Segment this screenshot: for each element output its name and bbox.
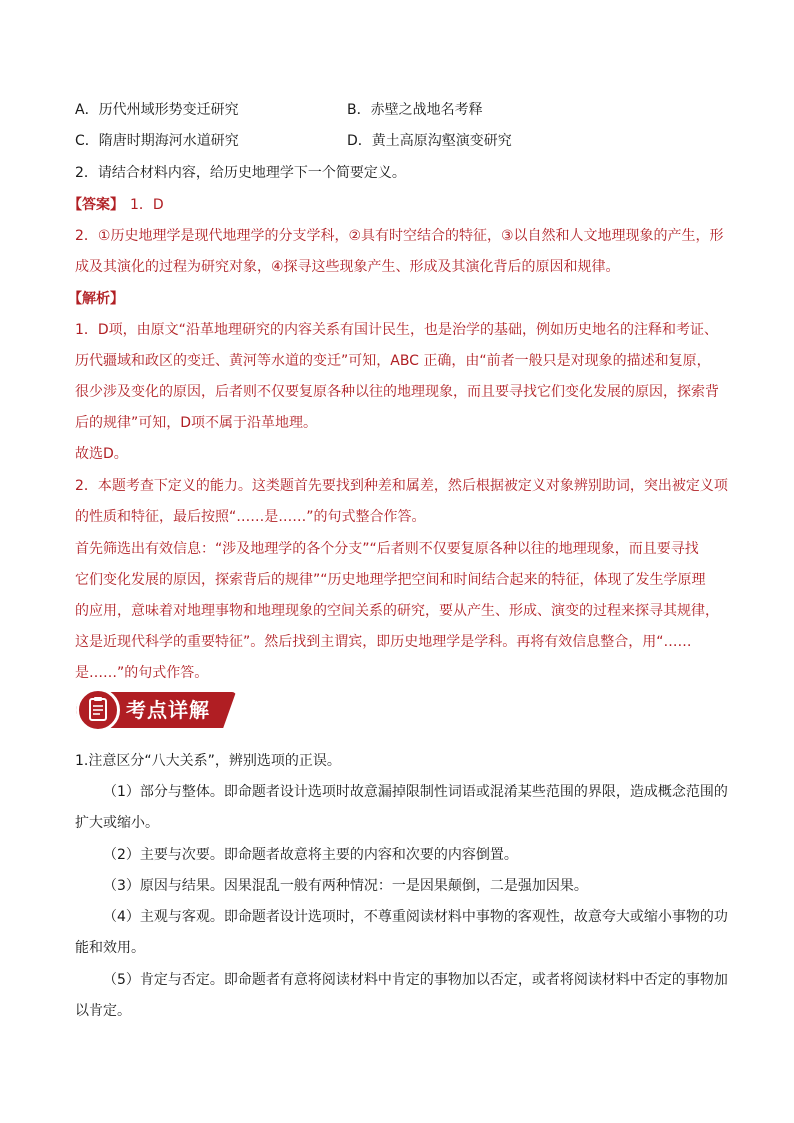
option-d: D．黄土高原沟壑演变研究 <box>347 133 512 149</box>
section-banner <box>76 688 236 732</box>
analysis-p1-end: 故选D。 <box>75 446 128 462</box>
details-line: （3）原因与结果。因果混乱一般有两种情况：一是因果颠倒，二是强加因果。 <box>103 878 588 894</box>
analysis-p3-line: 它们变化发展的原因，探索背后的规律”“历史地理学把空间和时间结合起来的特征，体现了发生学原理 <box>75 572 706 588</box>
details-line: （4）主观与客观。即命题者设计选项时，不尊重阅读材料中事物的客观性，故意夸大或缩小事物的功 <box>103 909 728 925</box>
question-2: 2．请结合材料内容，给历史地理学下一个简要定义。 <box>75 165 406 181</box>
analysis-p1-line: 后的规律”可知，D项不属于沿革地理。 <box>75 415 318 431</box>
analysis-p3-line: 这是近现代科学的重要特征”。然后找到主谓宾，即历史地理学是学科。再将有效信息整合，用“…… <box>75 634 692 650</box>
analysis-p3-line: 首先筛选出有效信息：“涉及地理学的各个分支”“后者则不仅要复原各种以往的地理现象，而且要寻找 <box>75 541 699 557</box>
analysis-p1-line: 1．D项，由原文“沿革地理研究的内容关系有国计民生，也是治学的基础，例如历史地名的注释和考证、 <box>75 322 718 338</box>
answer-tag: 【答案】 <box>68 197 124 213</box>
details-line: （5）肯定与否定。即命题者有意将阅读材料中肯定的事物加以否定，或者将阅读材料中否定的事物加 <box>103 972 728 988</box>
details-intro: 1.注意区分“八大关系”，辨别选项的正误。 <box>75 753 341 769</box>
details-line: 扩大或缩小。 <box>75 815 159 831</box>
banner-title: 考点详解 <box>126 698 210 722</box>
analysis-p3-line: 的应用，意味着对地理事物和地理现象的空间关系的研究，要从产生、形成、演变的过程来探寻其规律， <box>75 603 719 619</box>
answer-q2-line: 2．①历史地理学是现代地理学的分支学科，②具有时空结合的特征，③以自然和人文地理现象的产生，形 <box>75 228 724 244</box>
option-a: A．历代州域形势变迁研究 <box>75 102 239 118</box>
analysis-p1-line: 很少涉及变化的原因，后者则不仅要复原各种以往的地理现象，而且要寻找它们变化发展的原因，探索背 <box>75 384 719 400</box>
details-line: （2）主要与次要。即命题者故意将主要的内容和次要的内容倒置。 <box>103 847 518 863</box>
analysis-tag: 【解析】 <box>68 291 124 307</box>
analysis-p1-line: 历代疆域和政区的变迁、黄河等水道的变迁”可知，ABC 正确，由“前者一般只是对现象的描述和复原， <box>75 353 711 369</box>
analysis-p2-line: 的性质和特征，最后按照“……是……”的句式整合作答。 <box>75 509 426 525</box>
option-c: C．隋唐时期海河水道研究 <box>75 133 239 149</box>
answer-q2-line: 成及其演化的过程为研究对象，④探寻这些现象产生、形成及其演化背后的原因和规律。 <box>75 259 620 275</box>
clipboard-icon <box>76 688 120 732</box>
details-line: （1）部分与整体。即命题者设计选项时故意漏掉限制性词语或混淆某些范围的界限，造成概念范围的 <box>103 784 728 800</box>
analysis-p3-line: 是……”的句式作答。 <box>75 665 209 681</box>
option-b: B．赤壁之战地名考释 <box>347 102 483 118</box>
answer-q1: 1．D <box>130 197 164 213</box>
details-line: 以肯定。 <box>75 1003 131 1019</box>
analysis-p2-line: 2．本题考查下定义的能力。这类题首先要找到种差和属差，然后根据被定义对象辨别助词，突出被定义项 <box>75 478 728 494</box>
details-line: 能和效用。 <box>75 940 145 956</box>
